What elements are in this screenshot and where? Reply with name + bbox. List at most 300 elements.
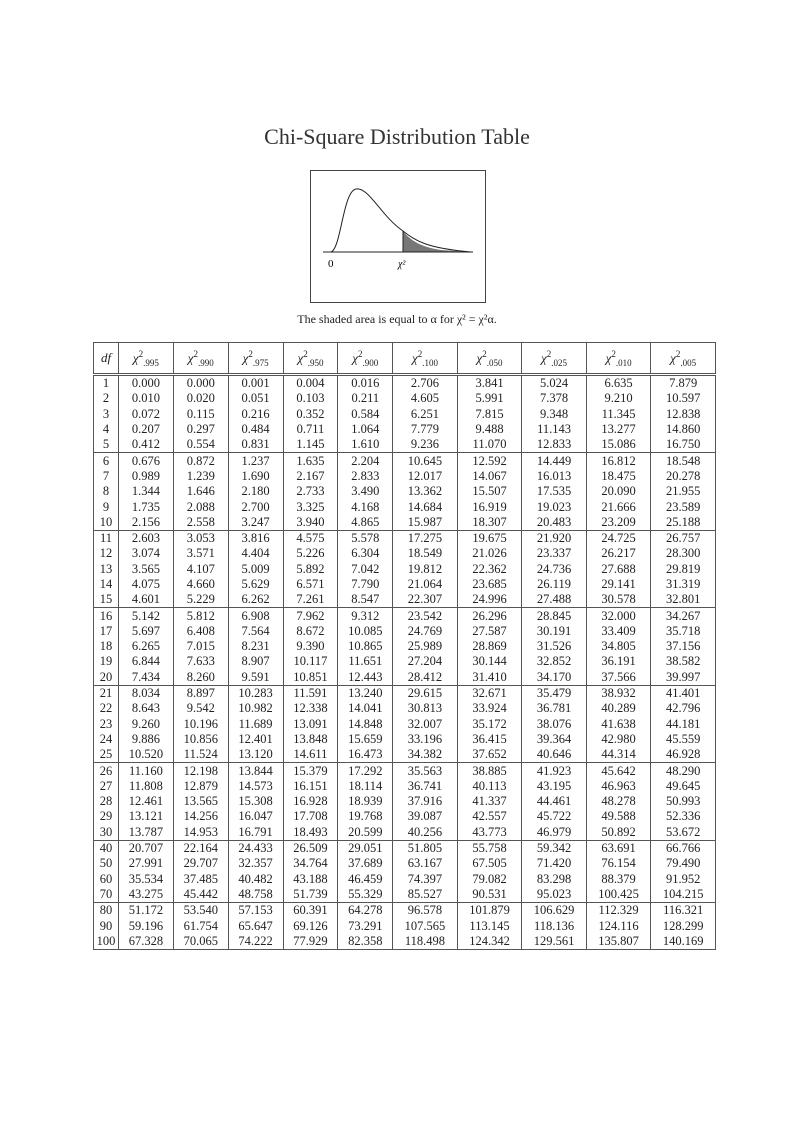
value-cell: 0.000 <box>119 375 174 392</box>
value-cell: 40.256 <box>393 825 458 841</box>
df-cell: 29 <box>94 809 119 824</box>
value-cell: 13.091 <box>283 717 338 732</box>
value-cell: 30.813 <box>393 701 458 716</box>
chi-square-curve-diagram <box>311 171 485 302</box>
value-cell: 14.449 <box>522 453 587 469</box>
value-cell: 0.352 <box>283 407 338 422</box>
value-cell: 16.812 <box>586 453 651 469</box>
table-row <box>94 825 716 841</box>
table-row <box>94 732 716 747</box>
value-cell: 7.564 <box>228 624 283 639</box>
value-cell: 0.989 <box>119 469 174 484</box>
value-cell: 0.051 <box>228 391 283 406</box>
value-cell: 8.260 <box>173 670 228 686</box>
value-cell: 3.247 <box>228 515 283 531</box>
value-cell: 3.074 <box>119 546 174 561</box>
value-cell: 29.819 <box>651 562 716 577</box>
value-cell: 10.085 <box>338 624 393 639</box>
value-cell: 100.425 <box>586 887 651 903</box>
value-cell: 7.779 <box>393 422 458 437</box>
df-cell: 3 <box>94 407 119 422</box>
value-cell: 37.916 <box>393 794 458 809</box>
value-cell: 8.034 <box>119 685 174 701</box>
distribution-figure <box>310 170 486 303</box>
value-cell: 29.141 <box>586 577 651 592</box>
table-row <box>94 407 716 422</box>
value-cell: 12.879 <box>173 779 228 794</box>
value-cell: 40.482 <box>228 872 283 887</box>
df-cell: 13 <box>94 562 119 577</box>
value-cell: 8.672 <box>283 624 338 639</box>
value-cell: 45.442 <box>173 887 228 903</box>
value-cell: 2.558 <box>173 515 228 531</box>
table-row <box>94 809 716 824</box>
value-cell: 2.204 <box>338 453 393 469</box>
value-cell: 18.549 <box>393 546 458 561</box>
value-cell: 44.314 <box>586 747 651 763</box>
value-cell: 18.493 <box>283 825 338 841</box>
value-cell: 9.542 <box>173 701 228 716</box>
value-cell: 12.592 <box>457 453 522 469</box>
value-cell: 17.292 <box>338 763 393 779</box>
value-cell: 48.290 <box>651 763 716 779</box>
value-cell: 118.498 <box>393 934 458 950</box>
value-cell: 101.879 <box>457 903 522 919</box>
df-cell: 24 <box>94 732 119 747</box>
value-cell: 38.932 <box>586 685 651 701</box>
table-row <box>94 624 716 639</box>
df-cell: 17 <box>94 624 119 639</box>
value-cell: 14.041 <box>338 701 393 716</box>
df-cell: 10 <box>94 515 119 531</box>
value-cell: 0.484 <box>228 422 283 437</box>
value-cell: 19.812 <box>393 562 458 577</box>
value-cell: 35.718 <box>651 624 716 639</box>
value-cell: 15.379 <box>283 763 338 779</box>
value-cell: 32.852 <box>522 654 587 669</box>
value-cell: 4.107 <box>173 562 228 577</box>
value-cell: 33.924 <box>457 701 522 716</box>
value-cell: 0.004 <box>283 375 338 392</box>
value-cell: 3.940 <box>283 515 338 531</box>
table-row <box>94 499 716 514</box>
df-cell: 28 <box>94 794 119 809</box>
value-cell: 20.483 <box>522 515 587 531</box>
value-cell: 59.196 <box>119 918 174 933</box>
value-cell: 9.236 <box>393 437 458 453</box>
value-cell: 12.017 <box>393 469 458 484</box>
value-cell: 18.939 <box>338 794 393 809</box>
value-cell: 107.565 <box>393 918 458 933</box>
df-cell: 80 <box>94 903 119 919</box>
value-cell: 67.328 <box>119 934 174 950</box>
value-cell: 48.758 <box>228 887 283 903</box>
value-cell: 31.526 <box>522 639 587 654</box>
value-cell: 16.047 <box>228 809 283 824</box>
value-cell: 43.188 <box>283 872 338 887</box>
value-cell: 46.963 <box>586 779 651 794</box>
value-cell: 28.412 <box>393 670 458 686</box>
value-cell: 18.548 <box>651 453 716 469</box>
table-header-row <box>94 343 716 375</box>
value-cell: 6.571 <box>283 577 338 592</box>
value-cell: 21.955 <box>651 484 716 499</box>
value-cell: 77.929 <box>283 934 338 950</box>
value-cell: 29.707 <box>173 856 228 871</box>
chi-square-table <box>93 342 716 950</box>
value-cell: 66.766 <box>651 840 716 856</box>
value-cell: 4.605 <box>393 391 458 406</box>
df-cell: 20 <box>94 670 119 686</box>
value-cell: 14.848 <box>338 717 393 732</box>
value-cell: 27.991 <box>119 856 174 871</box>
value-cell: 40.289 <box>586 701 651 716</box>
table-row <box>94 469 716 484</box>
value-cell: 1.064 <box>338 422 393 437</box>
df-cell: 21 <box>94 685 119 701</box>
value-cell: 14.684 <box>393 499 458 514</box>
value-cell: 34.764 <box>283 856 338 871</box>
value-cell: 10.597 <box>651 391 716 406</box>
value-cell: 88.379 <box>586 872 651 887</box>
df-cell: 26 <box>94 763 119 779</box>
df-cell: 100 <box>94 934 119 950</box>
value-cell: 11.651 <box>338 654 393 669</box>
value-cell: 7.962 <box>283 608 338 624</box>
table-row <box>94 747 716 763</box>
value-cell: 9.210 <box>586 391 651 406</box>
value-cell: 8.907 <box>228 654 283 669</box>
value-cell: 16.151 <box>283 779 338 794</box>
value-cell: 24.725 <box>586 530 651 546</box>
value-cell: 0.115 <box>173 407 228 422</box>
value-cell: 30.144 <box>457 654 522 669</box>
value-cell: 135.807 <box>586 934 651 950</box>
table-row <box>94 887 716 903</box>
value-cell: 12.833 <box>522 437 587 453</box>
value-cell: 1.239 <box>173 469 228 484</box>
value-cell: 0.584 <box>338 407 393 422</box>
value-cell: 128.299 <box>651 918 716 933</box>
value-cell: 8.897 <box>173 685 228 701</box>
value-cell: 4.575 <box>283 530 338 546</box>
value-cell: 14.953 <box>173 825 228 841</box>
table-row <box>94 577 716 592</box>
value-cell: 21.920 <box>522 530 587 546</box>
table-row <box>94 934 716 950</box>
df-cell: 9 <box>94 499 119 514</box>
chi-label: χ² <box>398 259 406 270</box>
value-cell: 23.209 <box>586 515 651 531</box>
value-cell: 13.121 <box>119 809 174 824</box>
value-cell: 26.509 <box>283 840 338 856</box>
value-cell: 85.527 <box>393 887 458 903</box>
df-cell: 6 <box>94 453 119 469</box>
value-cell: 4.660 <box>173 577 228 592</box>
value-cell: 31.410 <box>457 670 522 686</box>
value-cell: 0.831 <box>228 437 283 453</box>
value-cell: 35.172 <box>457 717 522 732</box>
value-cell: 28.869 <box>457 639 522 654</box>
value-cell: 53.672 <box>651 825 716 841</box>
value-cell: 10.856 <box>173 732 228 747</box>
value-cell: 9.488 <box>457 422 522 437</box>
value-cell: 7.042 <box>338 562 393 577</box>
value-cell: 74.222 <box>228 934 283 950</box>
value-cell: 29.051 <box>338 840 393 856</box>
value-cell: 0.412 <box>119 437 174 453</box>
value-cell: 63.167 <box>393 856 458 871</box>
value-cell: 14.860 <box>651 422 716 437</box>
value-cell: 49.645 <box>651 779 716 794</box>
value-cell: 42.557 <box>457 809 522 824</box>
value-cell: 11.808 <box>119 779 174 794</box>
df-cell: 1 <box>94 375 119 392</box>
value-cell: 10.865 <box>338 639 393 654</box>
value-cell: 21.026 <box>457 546 522 561</box>
value-cell: 6.304 <box>338 546 393 561</box>
value-cell: 104.215 <box>651 887 716 903</box>
df-cell: 11 <box>94 530 119 546</box>
value-cell: 40.646 <box>522 747 587 763</box>
value-cell: 24.769 <box>393 624 458 639</box>
value-cell: 6.844 <box>119 654 174 669</box>
value-cell: 2.833 <box>338 469 393 484</box>
column-header: $\chi^2_{.990}$ <box>173 343 228 375</box>
table-row <box>94 437 716 453</box>
value-cell: 23.542 <box>393 608 458 624</box>
table-row <box>94 701 716 716</box>
value-cell: 15.987 <box>393 515 458 531</box>
value-cell: 2.167 <box>283 469 338 484</box>
value-cell: 43.195 <box>522 779 587 794</box>
df-cell: 19 <box>94 654 119 669</box>
value-cell: 15.507 <box>457 484 522 499</box>
value-cell: 46.928 <box>651 747 716 763</box>
table-row <box>94 608 716 624</box>
value-cell: 55.329 <box>338 887 393 903</box>
value-cell: 16.791 <box>228 825 283 841</box>
value-cell: 17.275 <box>393 530 458 546</box>
value-cell: 60.391 <box>283 903 338 919</box>
value-cell: 140.169 <box>651 934 716 950</box>
value-cell: 13.120 <box>228 747 283 763</box>
value-cell: 27.204 <box>393 654 458 669</box>
df-cell: 23 <box>94 717 119 732</box>
value-cell: 3.841 <box>457 375 522 392</box>
value-cell: 0.872 <box>173 453 228 469</box>
value-cell: 14.256 <box>173 809 228 824</box>
value-cell: 19.675 <box>457 530 522 546</box>
column-header: $\chi^2_{.100}$ <box>393 343 458 375</box>
value-cell: 35.563 <box>393 763 458 779</box>
value-cell: 38.076 <box>522 717 587 732</box>
value-cell: 4.404 <box>228 546 283 561</box>
value-cell: 2.088 <box>173 499 228 514</box>
value-cell: 32.007 <box>393 717 458 732</box>
value-cell: 8.643 <box>119 701 174 716</box>
value-cell: 10.283 <box>228 685 283 701</box>
value-cell: 11.070 <box>457 437 522 453</box>
value-cell: 1.237 <box>228 453 283 469</box>
value-cell: 0.020 <box>173 391 228 406</box>
value-cell: 33.409 <box>586 624 651 639</box>
value-cell: 48.278 <box>586 794 651 809</box>
value-cell: 11.524 <box>173 747 228 763</box>
value-cell: 12.461 <box>119 794 174 809</box>
df-cell: 15 <box>94 592 119 608</box>
value-cell: 57.153 <box>228 903 283 919</box>
value-cell: 1.690 <box>228 469 283 484</box>
value-cell: 9.348 <box>522 407 587 422</box>
value-cell: 63.691 <box>586 840 651 856</box>
value-cell: 13.787 <box>119 825 174 841</box>
value-cell: 4.168 <box>338 499 393 514</box>
value-cell: 37.652 <box>457 747 522 763</box>
value-cell: 32.357 <box>228 856 283 871</box>
column-header: $\chi^2_{.025}$ <box>522 343 587 375</box>
value-cell: 41.638 <box>586 717 651 732</box>
value-cell: 30.578 <box>586 592 651 608</box>
value-cell: 18.475 <box>586 469 651 484</box>
value-cell: 28.300 <box>651 546 716 561</box>
value-cell: 38.885 <box>457 763 522 779</box>
value-cell: 4.601 <box>119 592 174 608</box>
value-cell: 59.342 <box>522 840 587 856</box>
value-cell: 16.473 <box>338 747 393 763</box>
value-cell: 13.848 <box>283 732 338 747</box>
value-cell: 10.645 <box>393 453 458 469</box>
value-cell: 11.345 <box>586 407 651 422</box>
table-row <box>94 592 716 608</box>
column-header: $\chi^2_{.010}$ <box>586 343 651 375</box>
value-cell: 8.231 <box>228 639 283 654</box>
table-row <box>94 794 716 809</box>
value-cell: 79.082 <box>457 872 522 887</box>
value-cell: 12.198 <box>173 763 228 779</box>
value-cell: 34.267 <box>651 608 716 624</box>
value-cell: 32.801 <box>651 592 716 608</box>
value-cell: 39.997 <box>651 670 716 686</box>
table-row <box>94 856 716 871</box>
value-cell: 21.666 <box>586 499 651 514</box>
value-cell: 0.010 <box>119 391 174 406</box>
table-row <box>94 375 716 392</box>
value-cell: 50.892 <box>586 825 651 841</box>
value-cell: 67.505 <box>457 856 522 871</box>
table-row <box>94 779 716 794</box>
value-cell: 27.587 <box>457 624 522 639</box>
df-cell: 5 <box>94 437 119 453</box>
value-cell: 35.534 <box>119 872 174 887</box>
value-cell: 28.845 <box>522 608 587 624</box>
table-row <box>94 903 716 919</box>
value-cell: 12.443 <box>338 670 393 686</box>
value-cell: 12.338 <box>283 701 338 716</box>
value-cell: 45.559 <box>651 732 716 747</box>
df-cell: 30 <box>94 825 119 841</box>
value-cell: 22.362 <box>457 562 522 577</box>
table-row <box>94 717 716 732</box>
value-cell: 5.142 <box>119 608 174 624</box>
origin-label: 0 <box>328 258 334 270</box>
value-cell: 13.362 <box>393 484 458 499</box>
column-header: $\chi^2_{.995}$ <box>119 343 174 375</box>
value-cell: 0.211 <box>338 391 393 406</box>
value-cell: 49.588 <box>586 809 651 824</box>
value-cell: 10.196 <box>173 717 228 732</box>
value-cell: 16.928 <box>283 794 338 809</box>
value-cell: 26.296 <box>457 608 522 624</box>
table-row <box>94 453 716 469</box>
value-cell: 37.156 <box>651 639 716 654</box>
value-cell: 51.805 <box>393 840 458 856</box>
value-cell: 37.689 <box>338 856 393 871</box>
table-row <box>94 654 716 669</box>
value-cell: 19.023 <box>522 499 587 514</box>
value-cell: 39.364 <box>522 732 587 747</box>
df-cell: 50 <box>94 856 119 871</box>
value-cell: 6.262 <box>228 592 283 608</box>
column-header: $\chi^2_{.950}$ <box>283 343 338 375</box>
value-cell: 20.599 <box>338 825 393 841</box>
value-cell: 5.697 <box>119 624 174 639</box>
table-row <box>94 872 716 887</box>
value-cell: 7.434 <box>119 670 174 686</box>
value-cell: 24.736 <box>522 562 587 577</box>
value-cell: 15.659 <box>338 732 393 747</box>
value-cell: 13.277 <box>586 422 651 437</box>
value-cell: 20.090 <box>586 484 651 499</box>
value-cell: 2.706 <box>393 375 458 392</box>
value-cell: 2.156 <box>119 515 174 531</box>
value-cell: 5.009 <box>228 562 283 577</box>
value-cell: 0.554 <box>173 437 228 453</box>
value-cell: 69.126 <box>283 918 338 933</box>
value-cell: 5.991 <box>457 391 522 406</box>
value-cell: 6.251 <box>393 407 458 422</box>
value-cell: 12.838 <box>651 407 716 422</box>
value-cell: 41.401 <box>651 685 716 701</box>
value-cell: 16.013 <box>522 469 587 484</box>
df-cell: 60 <box>94 872 119 887</box>
value-cell: 7.790 <box>338 577 393 592</box>
value-cell: 1.145 <box>283 437 338 453</box>
value-cell: 34.170 <box>522 670 587 686</box>
value-cell: 23.589 <box>651 499 716 514</box>
value-cell: 0.001 <box>228 375 283 392</box>
value-cell: 11.160 <box>119 763 174 779</box>
value-cell: 27.688 <box>586 562 651 577</box>
value-cell: 5.024 <box>522 375 587 392</box>
value-cell: 10.851 <box>283 670 338 686</box>
value-cell: 8.547 <box>338 592 393 608</box>
value-cell: 44.181 <box>651 717 716 732</box>
value-cell: 73.291 <box>338 918 393 933</box>
value-cell: 0.216 <box>228 407 283 422</box>
value-cell: 3.565 <box>119 562 174 577</box>
column-header: $\chi^2_{.005}$ <box>651 343 716 375</box>
df-cell: 90 <box>94 918 119 933</box>
value-cell: 51.739 <box>283 887 338 903</box>
value-cell: 9.390 <box>283 639 338 654</box>
value-cell: 44.461 <box>522 794 587 809</box>
value-cell: 13.844 <box>228 763 283 779</box>
value-cell: 18.307 <box>457 515 522 531</box>
value-cell: 3.816 <box>228 530 283 546</box>
value-cell: 20.707 <box>119 840 174 856</box>
value-cell: 45.642 <box>586 763 651 779</box>
